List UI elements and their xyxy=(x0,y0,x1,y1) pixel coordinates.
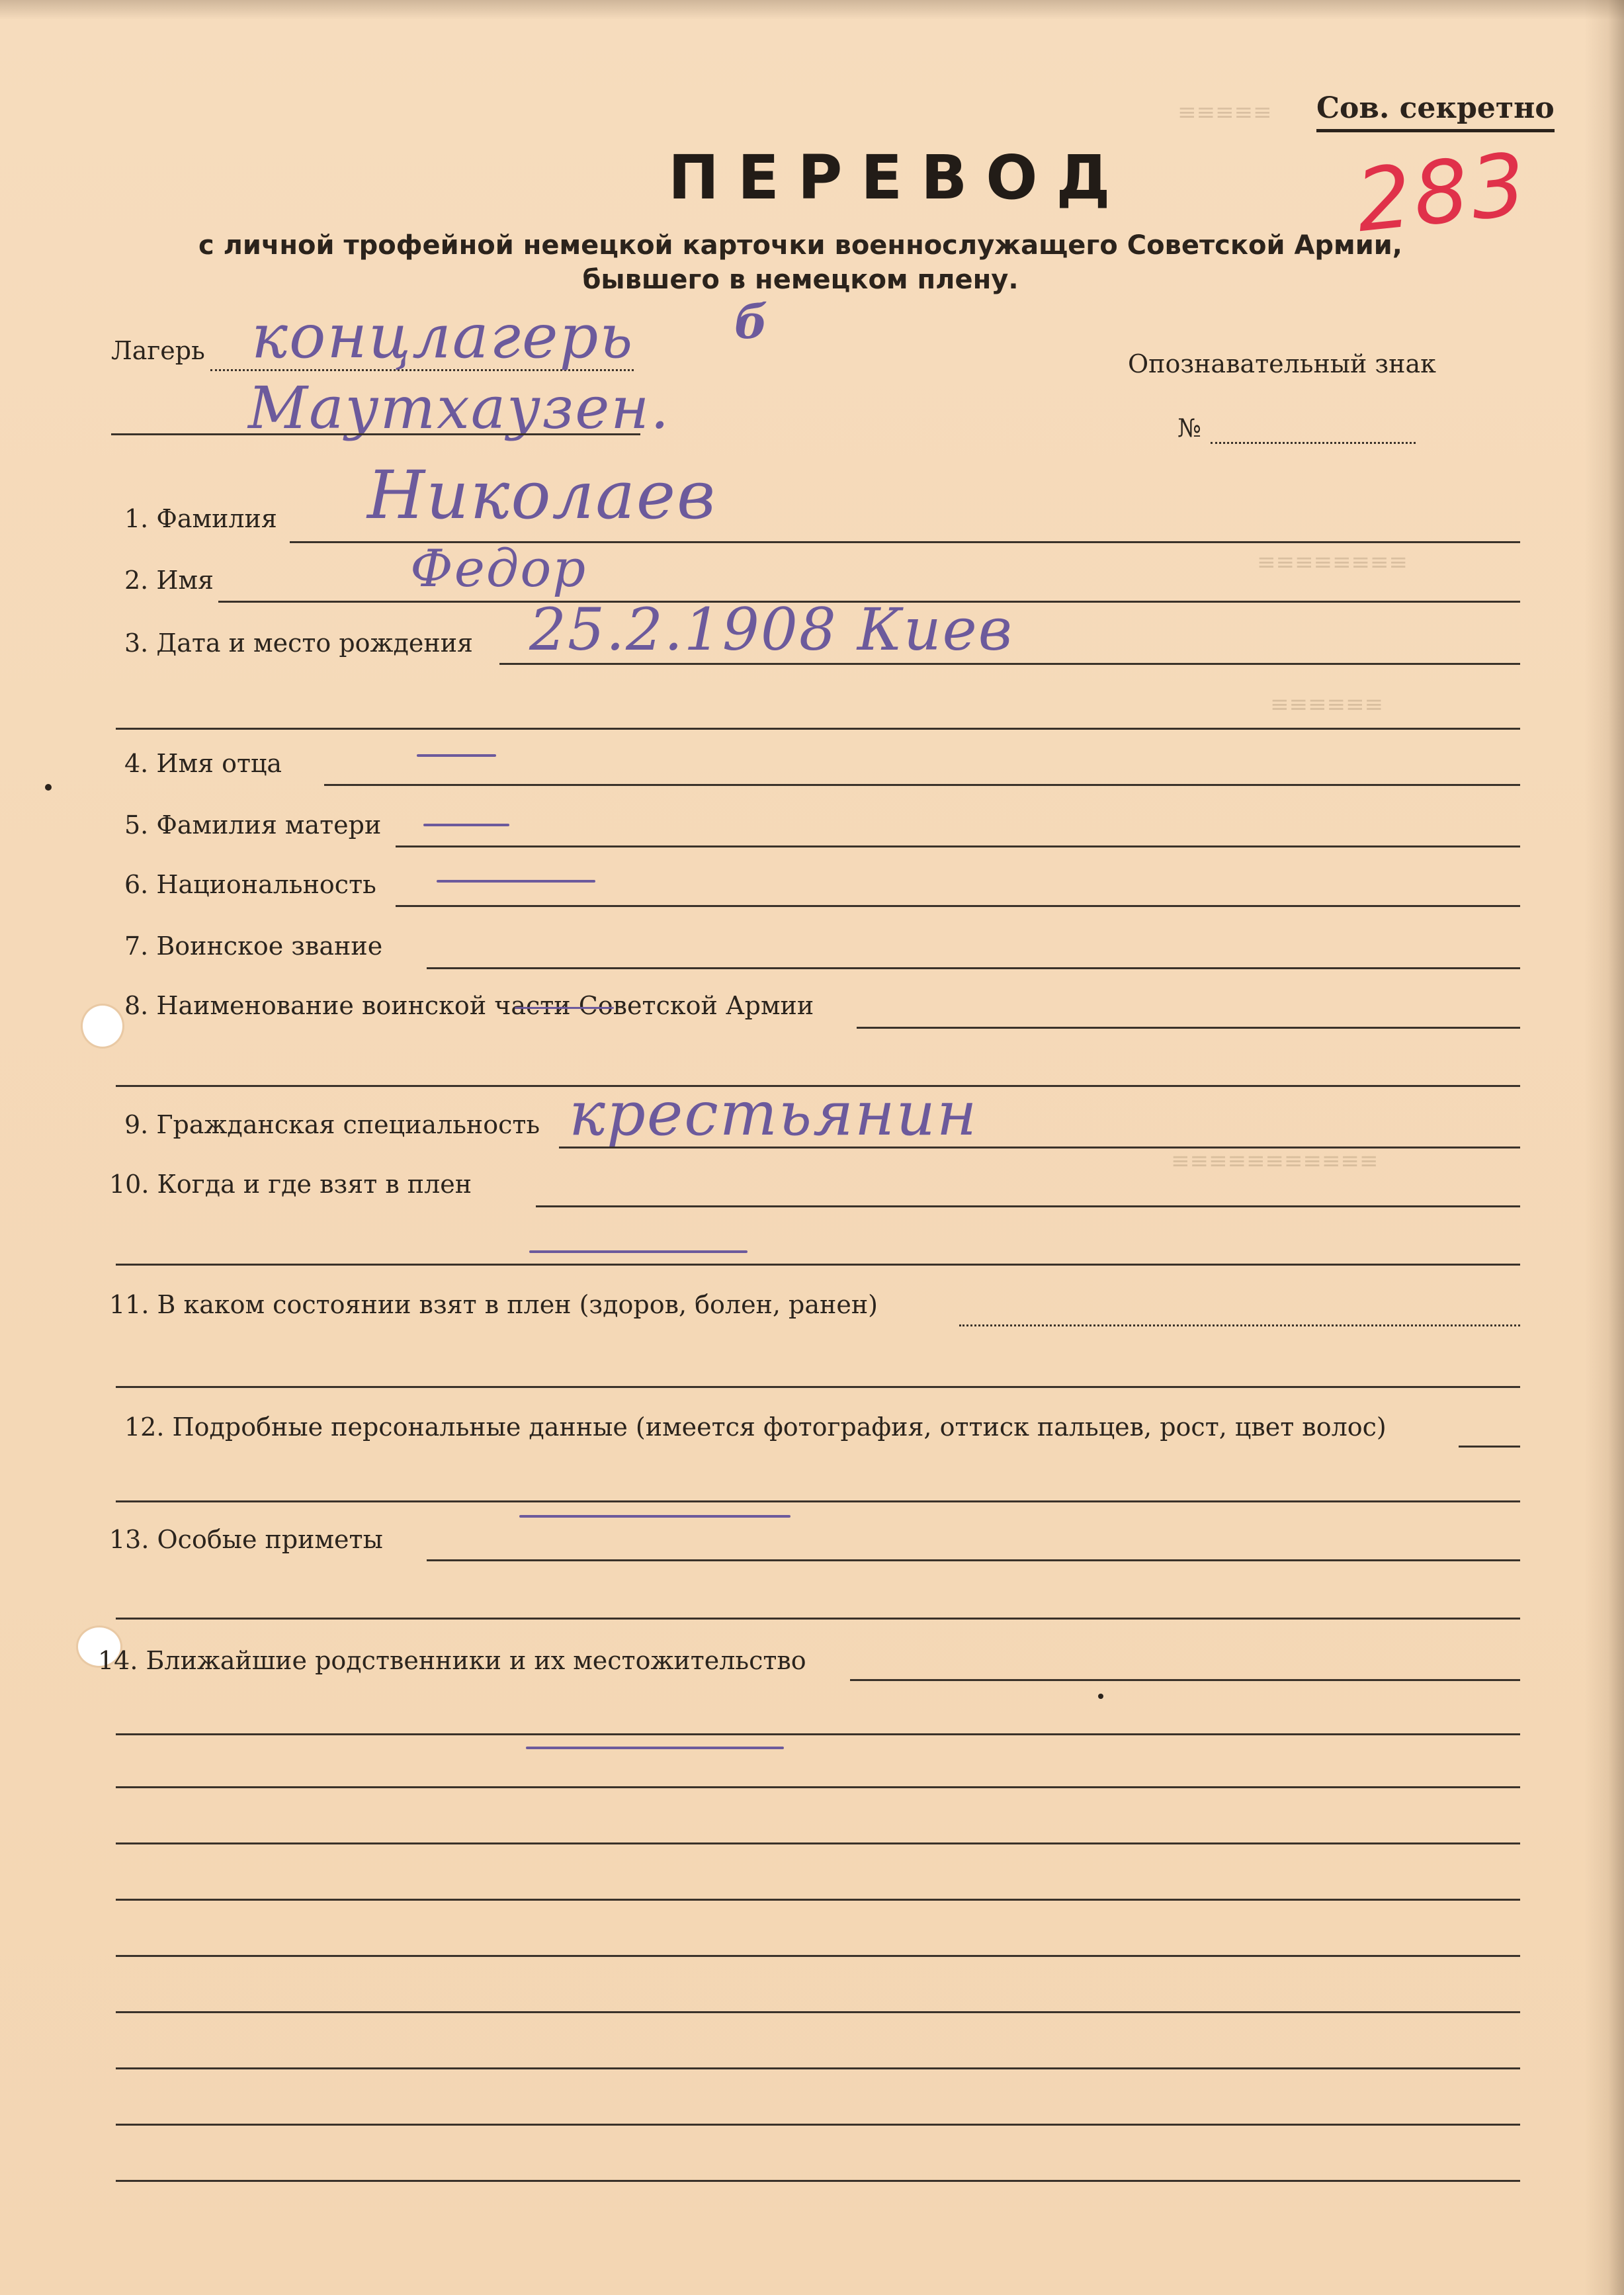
field-value-name: Федор xyxy=(410,539,587,599)
field-label-relatives: 14. Ближайшие родственники и их местожительство xyxy=(98,1646,806,1675)
field-label-condition: 11. В каком состоянии взят в плен (здоров, болен, ранен) xyxy=(109,1290,878,1319)
field-line-condition xyxy=(959,1324,1520,1326)
field-dash-father xyxy=(417,754,496,757)
stamp-number: 283 xyxy=(1351,133,1533,252)
field-label-name: 2. Имя xyxy=(124,566,214,595)
field-label-personal-data: 12. Подробные персональные данные (имеется фотография, оттиск пальцев, рост, цвет волос) xyxy=(124,1412,1387,1442)
camp-line-2 xyxy=(111,433,640,435)
bleed-through: ≡≡≡≡≡ xyxy=(1177,99,1272,126)
field-strike-unit xyxy=(515,1007,614,1009)
field-label-nationality: 6. Национальность xyxy=(124,870,376,899)
field-line-relatives-7 xyxy=(116,2011,1520,2013)
punch-hole xyxy=(83,1006,122,1047)
field-line-personal-data-2 xyxy=(116,1500,1520,1502)
id-mark-label: Опознавательный знак xyxy=(1128,349,1436,378)
field-dash-marks xyxy=(519,1515,791,1518)
camp-value-line2: Маутхаузен. xyxy=(248,374,671,442)
field-dash-captured-when xyxy=(529,1250,748,1253)
field-label-captured-when: 10. Когда и где взят в плен xyxy=(109,1170,472,1199)
scan-top-shadow xyxy=(0,0,1624,20)
field-line-birth xyxy=(499,663,1520,665)
field-line-rank xyxy=(427,967,1520,969)
field-line-mother xyxy=(396,845,1520,847)
field-value-surname: Николаев xyxy=(367,456,717,534)
field-line-profession xyxy=(559,1147,1520,1148)
field-line-birth-2 xyxy=(116,728,1520,730)
field-line-personal-data xyxy=(1459,1446,1520,1448)
field-line-father xyxy=(324,784,1520,786)
ink-speck xyxy=(1098,1694,1103,1699)
field-line-relatives-10 xyxy=(116,2180,1520,2182)
field-value-birth: 25.2.1908 Киев xyxy=(529,595,1013,664)
page-title: ПЕРЕВОД xyxy=(668,142,1129,213)
scan-edge-shadow xyxy=(1584,0,1624,2295)
field-line-relatives-6 xyxy=(116,1955,1520,1957)
field-line-relatives-5 xyxy=(116,1899,1520,1901)
field-line-condition-2 xyxy=(116,1386,1520,1388)
field-label-unit: 8. Наименование воинской части Советской Армии xyxy=(124,991,814,1020)
field-line-nationality xyxy=(396,905,1520,907)
field-line-captured-when xyxy=(536,1205,1520,1207)
field-line-captured-when-2 xyxy=(116,1264,1520,1266)
field-line-marks-2 xyxy=(116,1618,1520,1620)
camp-label: Лагерь xyxy=(111,336,205,365)
field-line-unit xyxy=(857,1027,1520,1029)
field-label-father: 4. Имя отца xyxy=(124,749,282,778)
field-label-birth: 3. Дата и место рождения xyxy=(124,628,474,658)
ink-speck xyxy=(45,784,52,791)
field-line-relatives-8 xyxy=(116,2067,1520,2069)
id-number-label: № xyxy=(1177,413,1201,443)
camp-value-line1: концлагерь xyxy=(251,301,634,372)
field-dash-relatives xyxy=(526,1747,784,1749)
field-line-relatives-9 xyxy=(116,2124,1520,2126)
field-line-relatives-2 xyxy=(116,1733,1520,1735)
field-dash-mother xyxy=(423,824,509,826)
id-number-line xyxy=(1211,442,1416,444)
bleed-through: ≡≡≡≡≡≡≡≡≡≡≡ xyxy=(1171,1148,1379,1174)
field-line-relatives xyxy=(850,1679,1520,1681)
bleed-through: ≡≡≡≡≡≡ xyxy=(1270,691,1383,718)
field-line-relatives-4 xyxy=(116,1842,1520,1844)
field-label-marks: 13. Особые приметы xyxy=(109,1525,383,1554)
page-subtitle: с личной трофейной немецкой карточки военнослужащего Советской Армии, бывшего в немецком плену. xyxy=(198,230,1403,295)
field-line-marks xyxy=(427,1559,1520,1561)
field-label-mother: 5. Фамилия матери xyxy=(124,810,382,840)
field-label-profession: 9. Гражданская специальность xyxy=(124,1110,540,1139)
field-value-profession: крестьянин xyxy=(569,1078,978,1149)
field-label-rank: 7. Воинское звание xyxy=(124,931,383,961)
classification-label: Сов. секретно xyxy=(1316,91,1555,132)
field-label-surname: 1. Фамилия xyxy=(124,504,277,533)
bleed-through: ≡≡≡≡≡≡≡≡ xyxy=(1257,549,1408,576)
field-dash-nationality xyxy=(437,880,595,883)
camp-value-mark: б xyxy=(734,294,769,349)
field-line-relatives-3 xyxy=(116,1786,1520,1788)
